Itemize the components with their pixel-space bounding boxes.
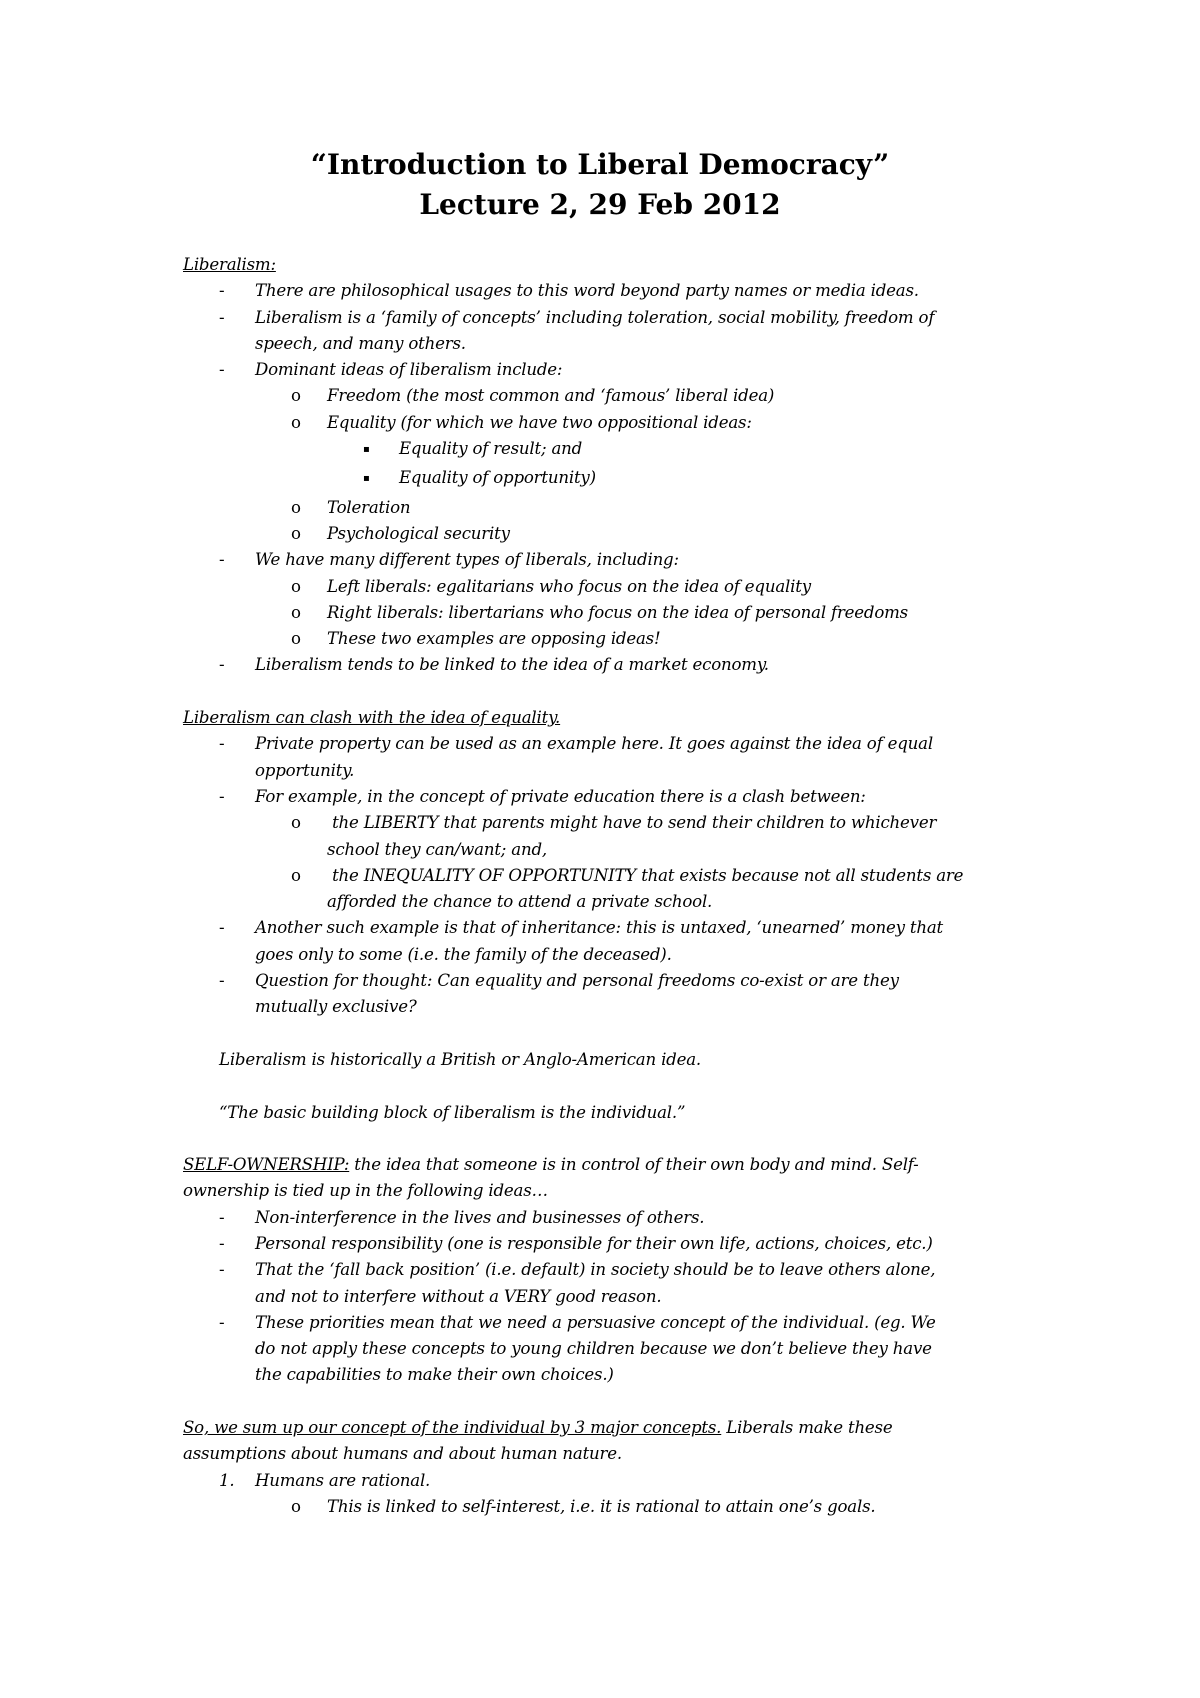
sub-list-item: o Toleration	[183, 495, 1033, 521]
circle-bullet: o	[291, 523, 301, 543]
dash-bullet: -	[219, 734, 225, 754]
circle-bullet: o	[291, 497, 301, 517]
list-item: - These priorities mean that we need a persuasive concept of the individual. (eg. We	[183, 1310, 1033, 1336]
dash-bullet: -	[219, 1312, 225, 1332]
list-item-continuation: mutually exclusive?	[255, 997, 417, 1017]
paragraph-gap	[183, 1021, 1033, 1047]
list-item: - Personal responsibility (one is responsible for their own life, actions, choices, etc.)	[183, 1231, 1033, 1257]
sub-list-item: o Equality (for which we have two oppositional ideas:	[183, 410, 1033, 436]
square-bullet: ▪	[363, 444, 370, 456]
dash-bullet: -	[219, 1260, 225, 1280]
sub-list-item: o the LIBERTY that parents might have to send their children to whichever	[183, 810, 1033, 836]
list-item-continuation: do not apply these concepts to young children because we don’t believe they have	[255, 1339, 932, 1359]
section-heading-equality-clash: Liberalism can clash with the idea of equality.	[183, 708, 561, 728]
circle-bullet: o	[291, 813, 301, 833]
circle-bullet: o	[291, 865, 301, 885]
paragraph-gap	[183, 1126, 1033, 1152]
title-line-1: “Introduction to Liberal Democracy”	[310, 148, 890, 181]
dash-bullet: -	[219, 550, 225, 570]
list-item-continuation: goes only to some (i.e. the family of the deceased).	[255, 944, 672, 964]
list-item: - That the ‘fall back position’ (i.e. default) in society should be to leave others alone,	[183, 1257, 1033, 1283]
circle-bullet: o	[291, 629, 301, 649]
quote-paragraph: “The basic building block of liberalism is the individual.”	[219, 1102, 686, 1122]
dash-bullet: -	[219, 1233, 225, 1253]
list-item-continuation: opportunity.	[255, 760, 355, 780]
circle-bullet: o	[291, 602, 301, 622]
sub-sub-list-item: ▪ Equality of opportunity)	[363, 468, 596, 488]
dash-bullet: -	[219, 786, 225, 806]
section-heading-liberalism: Liberalism:	[183, 255, 276, 274]
list-item: - We have many different types of liberals, including:	[183, 547, 1033, 573]
dash-bullet: -	[219, 971, 225, 991]
paragraph-continuation: assumptions about humans and about human nature.	[183, 1444, 622, 1464]
list-item-continuation: the capabilities to make their own choices.)	[255, 1365, 614, 1385]
dash-bullet: -	[219, 1207, 225, 1227]
sub-list-item: o Right liberals: libertarians who focus on the idea of personal freedoms	[183, 600, 1033, 626]
circle-bullet: o	[291, 576, 301, 596]
numbered-list-item: 1. Humans are rational.	[183, 1468, 1033, 1494]
circle-bullet: o	[291, 412, 301, 432]
dash-bullet: -	[219, 281, 225, 301]
sub-list-item: o Left liberals: egalitarians who focus on the idea of equality	[183, 574, 1033, 600]
section-heading-individual-concepts: So, we sum up our concept of the individual by 3 major concepts. Liberals make these	[183, 1418, 893, 1438]
paragraph-gap	[183, 1073, 1033, 1099]
list-item: - Dominant ideas of liberalism include:	[183, 357, 1033, 383]
dash-bullet: -	[219, 918, 225, 938]
circle-bullet: o	[291, 386, 301, 406]
sub-list-item: o Freedom (the most common and ‘famous’ liberal idea)	[183, 383, 1033, 409]
paragraph-gap	[183, 1389, 1033, 1415]
list-item: - For example, in the concept of private education there is a clash between:	[183, 784, 1033, 810]
section-heading-self-ownership: SELF-OWNERSHIP: the idea that someone is in control of their own body and mind. Self-	[183, 1155, 919, 1175]
document-title	[0, 145, 1200, 225]
sub-list-item-continuation: afforded the chance to attend a private school.	[327, 892, 713, 912]
list-item: - There are philosophical usages to this word beyond party names or media ideas.	[183, 278, 1033, 304]
paragraph: Liberalism is historically a British or Anglo-American idea.	[219, 1049, 701, 1069]
sub-list-item: o Psychological security	[183, 521, 1033, 547]
title-line-2: Lecture 2, 29 Feb 2012	[419, 188, 781, 221]
circle-bullet: o	[291, 1496, 301, 1516]
dash-bullet: -	[219, 307, 225, 327]
dash-bullet: -	[219, 655, 225, 675]
dash-bullet: -	[219, 360, 225, 380]
sub-list-item: o the INEQUALITY OF OPPORTUNITY that exists because not all students are	[183, 863, 1033, 889]
list-item: - Private property can be used as an example here. It goes against the idea of equal	[183, 731, 1033, 757]
square-bullet: ▪	[363, 473, 370, 485]
sub-list-item: o These two examples are opposing ideas!	[183, 626, 1033, 652]
list-item: - Liberalism tends to be linked to the idea of a market economy.	[183, 652, 1033, 678]
list-item: - Another such example is that of inheritance: this is untaxed, ‘unearned’ money that	[183, 915, 1033, 941]
list-item: - Liberalism is a ‘family of concepts’ including toleration, social mobility, freedom of	[183, 305, 1033, 331]
sub-list-item-continuation: school they can/want; and,	[327, 839, 547, 859]
sub-sub-list-item: ▪ Equality of result; and	[363, 439, 583, 459]
paragraph-continuation: ownership is tied up in the following ideas…	[183, 1181, 548, 1201]
number-marker: 1.	[219, 1470, 235, 1490]
paragraph-gap	[183, 679, 1033, 705]
list-item: - Question for thought: Can equality and personal freedoms co-exist or are they	[183, 968, 1033, 994]
list-item-continuation: and not to interfere without a VERY good reason.	[255, 1286, 662, 1306]
list-item: - Non-interference in the lives and businesses of others.	[183, 1205, 1033, 1231]
list-item-continuation: speech, and many others.	[255, 333, 466, 353]
document-body	[183, 252, 1033, 1520]
sub-list-item: o This is linked to self-interest, i.e. it is rational to attain one’s goals.	[183, 1494, 1033, 1520]
